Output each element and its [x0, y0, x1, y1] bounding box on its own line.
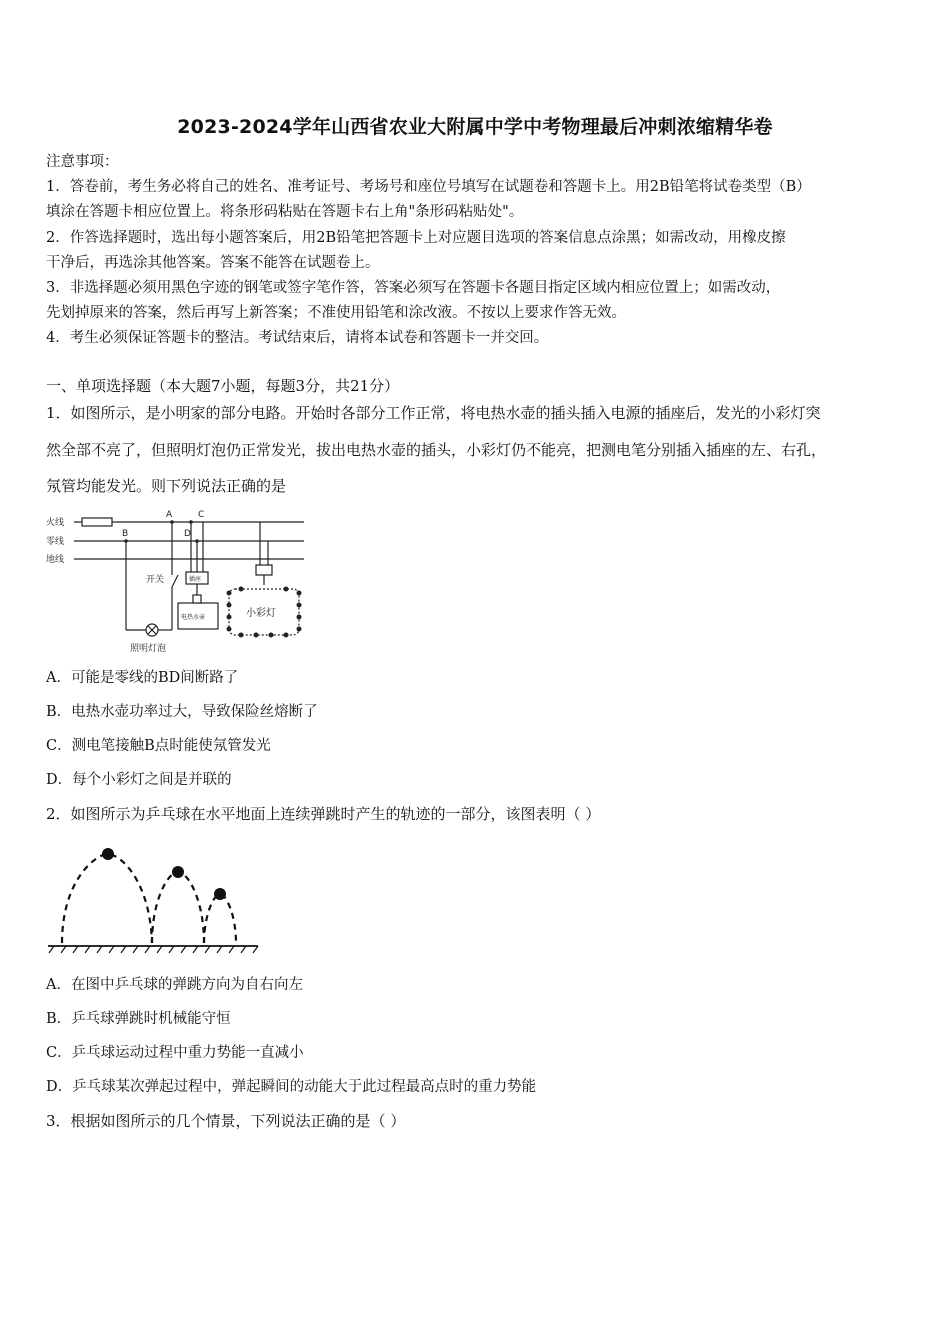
- label-switch: 开关: [146, 575, 165, 585]
- label-bulb: 照明灯泡: [130, 644, 167, 654]
- label-kettle: 电热水壶: [181, 614, 206, 621]
- question-1-stem: 然全部不亮了，但照明灯泡仍正常发光，拔出电热水壶的插头，小彩灯仍不能亮，把测电笔分别插入插座的左、右孔，: [46, 441, 827, 459]
- option-a[interactable]: A．可能是零线的BD间断路了: [46, 670, 239, 686]
- label-neutral: 零线: [46, 537, 65, 547]
- switch: [172, 575, 178, 587]
- label-point-c: C: [198, 510, 205, 520]
- option-c[interactable]: C．乒乓球运动过程中重力势能一直减小: [46, 1045, 304, 1061]
- notice-line: 1．答卷前，考生务必将自己的姓名、准考证号、考场号和座位号填写在试题卷和答题卡上。用2B铅笔将试卷类型（B）: [46, 179, 811, 195]
- question-1-stem: 1．如图所示，是小明家的部分电路。开始时各部分工作正常，将电热水壶的插头插入电源的插座后，发光的小彩灯突: [46, 404, 821, 422]
- notice-line: 填涂在答题卡相应位置上。将条形码粘贴在答题卡右上角"条形码粘贴处"。: [46, 204, 524, 220]
- label-point-d: D: [184, 529, 191, 539]
- question-1-stem: 氖管均能发光。则下列说法正确的是: [46, 477, 287, 495]
- arc-3: [204, 894, 236, 943]
- notice-line: 2．作答选择题时，选出每小题答案后，用2B铅笔把答题卡上对应题目选项的答案信息点涂黑；如需改动，用橡皮擦: [46, 230, 786, 246]
- label-live: 火线: [46, 518, 65, 528]
- label-point-b: B: [122, 529, 129, 539]
- label-ground: 地线: [46, 555, 65, 565]
- bounce-trajectory-figure: [46, 840, 261, 955]
- option-c[interactable]: C．测电笔接触B点时能使氖管发光: [46, 738, 271, 754]
- option-d[interactable]: D．乒乓球某次弹起过程中，弹起瞬间的动能大于此过程最高点时的重力势能: [46, 1079, 537, 1095]
- label-point-a: A: [166, 510, 173, 520]
- ball-peak-2: [172, 866, 184, 878]
- label-socket: 插座: [189, 576, 202, 583]
- option-b[interactable]: B．电热水壶功率过大，导致保险丝熔断了: [46, 704, 318, 720]
- ball-peak-1: [102, 848, 114, 860]
- circuit-diagram: [46, 505, 308, 655]
- notice-line: 先划掉原来的答案，然后再写上新答案；不准使用铅笔和涂改液。不按以上要求作答无效。: [46, 305, 626, 321]
- notice-heading: 注意事项：: [46, 154, 119, 170]
- page-title: 2023-2024学年山西省农业大附属中学中考物理最后冲刺浓缩精华卷: [177, 116, 773, 138]
- section-heading: 一、单项选择题（本大题7小题，每题3分，共21分）: [46, 377, 400, 395]
- label-lights: 小彩灯: [246, 608, 276, 619]
- arc-1: [62, 854, 152, 943]
- ball-peak-3: [214, 888, 226, 900]
- option-b[interactable]: B．乒乓球弹跳时机械能守恒: [46, 1011, 231, 1027]
- option-d[interactable]: D．每个小彩灯之间是并联的: [46, 772, 232, 788]
- notice-line: 3．非选择题必须用黑色字迹的钢笔或签字笔作答，答案必须写在答题卡各题目指定区域内相应位置上；如需改动，: [46, 280, 781, 296]
- fuse: [82, 518, 112, 526]
- notice-line: 干净后，再选涂其他答案。答案不能答在试题卷上。: [46, 255, 380, 271]
- arc-2: [152, 872, 204, 943]
- question-3-stem: 3．根据如图所示的几个情景，下列说法正确的是（ ）: [46, 1112, 406, 1130]
- question-2-stem: 2．如图所示为乒乓球在水平地面上连续弹跳时产生的轨迹的一部分，该图表明（ ）: [46, 805, 601, 823]
- notice-line: 4．考生必须保证答题卡的整洁。考试结束后，请将本试卷和答题卡一并交回。: [46, 330, 549, 346]
- option-a[interactable]: A．在图中乒乓球的弹跳方向为自右向左: [46, 977, 303, 993]
